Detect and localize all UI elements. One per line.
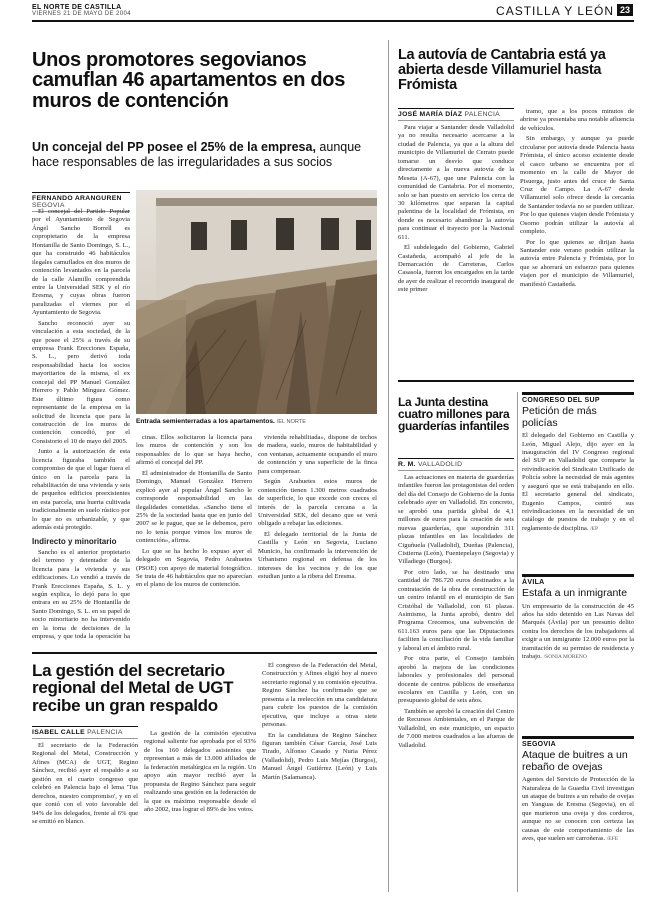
photo-credit: /EL NORTE: [276, 419, 306, 425]
autovia-paragraph: tramo, que a los pocos minutos de abrirse ya presentaba una notable afluencia de vehículos.: [520, 108, 634, 132]
ugt-column-1: [32, 742, 138, 892]
publication-date: VIERNES 21 DE MAYO DE 2004: [32, 11, 131, 17]
lead-paragraph: cinas. Ellos solicitaron la licencia para los muros de contención y son los responsables de lo que se haya hecho, afirmó el concejal del PP.: [136, 434, 252, 467]
main-column-divider: [388, 40, 389, 892]
ugt-top-rule: [32, 652, 377, 654]
ugt-headline: La gestión del secretario regional del Metal de UGT recibe un gran respaldo: [32, 661, 234, 715]
lead-subhead: [32, 140, 377, 170]
publication-name: EL NORTE DE CASTILLA: [32, 4, 122, 11]
guarderias-author: R. M.: [398, 461, 416, 468]
lead-subhead-bold: Un concejal del PP posee el 25% de la empresa,: [32, 140, 316, 154]
lead-paragraph: El administrador de Hontanilla de Santo Domingo, Manuel González Herrero explicó ayer al popular Ángel Sancho le corresponde responsabilidad en las ilegalidades cometidas. «Sancho tiene el 25% de la sociedad hasta que en junio del 2007 se le pague, que se le debemos, pero no lo tenía porque vimos los muros de contención», afirma.: [136, 469, 252, 545]
page-number: 23: [617, 4, 633, 16]
ugt-byline: [32, 726, 138, 739]
ugt-paragraph: En la candidatura de Regino Sánchez figuran también César García, José Luis Tirado, Alfonso Casado y Nuria Pérez (Valladolid), Pedro Luis Mejías (Burgos), Manuel Ángel Gutiérrez (León) y Luis Martín (Salamanca).: [262, 731, 377, 781]
guarderias-column: [398, 474, 514, 892]
autovia-paragraph: Por lo que quienes se dirijan hasta Santander este verano podrán utilizar la autovía entre Palencia y Frómista, por lo que se ahorrará un esfuerzo para quienes viajen por el municipio de Villamuriel, manifestó Castañeda.: [520, 238, 634, 288]
masthead: [32, 4, 302, 17]
brief-text: Un empresario de la construcción de 45 años ha sido detenido en Las Navas del Marqués (Ávila) por un presunto delito contra los derechos de los trabajadores al exigir a un inmigrante 12.000 euros por la tramitación de su permiso de residencia y trabajo. /SONIA MORENO: [522, 602, 634, 661]
lead-paragraph: El concejal del Partido Popular por el Ayuntamiento de Segovia Ángel Sancho Borrell es copropietario de la empresa Hontanilla de Santo Domingo, S. L., que ha construido 46 habitáculos ilegales camuflados en dos muros de contención levantados en la parcela de la calle Alamillo comprendida entre la Universidad SEK y el río Eresma, y cuyas obras fueron paralizadas el viernes por el Ayuntamiento de Segovia.: [32, 208, 130, 317]
building-photo-illustration: [136, 190, 377, 414]
lead-paragraph: Según Arahuetes estos muros de contención tienen 1.300 metros cuadrados de superficie, lo que excede con creces el interés de la parcela cercana a la Universidad SEK, del decano que se verá obligado a rebajar las ediciones.: [258, 478, 377, 528]
guarderias-location: VALLADOLID: [417, 461, 463, 468]
guarderias-paragraph: Por otra parte, el Consejo también aprobó la mejora de las condiciones laborales y profesionales del personal docente de centros públicos de enseñanza escolares en Castilla y León, con un presupuesto global de seis años.: [398, 655, 514, 705]
header-rule: [32, 20, 634, 22]
lead-location: SEGOVIA: [32, 202, 65, 209]
lead-photo: [136, 190, 377, 414]
autovia-author: JOSÉ MARÍA DÍAZ: [398, 111, 463, 118]
brief-tag: ÁVILA: [522, 579, 545, 586]
ugt-column-3: [262, 662, 377, 892]
brief-credit: /SONIA MORENO: [543, 654, 587, 661]
lead-paragraph: Sancho reconoció ayer su vinculación a esta sociedad, de la que posee el 25% a través de su empresa Frank Erecciones España, S. L., pero derivó toda responsabilidad hacia los socios mayoritarios de la misma, el ex concejal del PP Manuel González Herrero y Pablo Mínguez Gómez. Este último figura como representante de la empresa en la solicitud de licencia que para la construcción de los muros de contención concedió, por el Consistorio el 10 de mayo del 2005.: [32, 319, 130, 445]
brief-sup: [522, 392, 634, 560]
lead-paragraph: El delegado territorial de la Junta de Castilla y León en Segovia, Luciano Municio, ha confirmado la intervención de Urbanismo regional en defensa de los intereses de los vecinos y de los que estudian junto a la ribera del Eresma.: [258, 530, 377, 580]
brief-tag: SEGOVIA: [522, 741, 556, 748]
lead-column-2: [136, 434, 252, 644]
autovia-byline: [398, 108, 514, 121]
brief-credit: /EP: [590, 525, 599, 532]
autovia-headline: La autovía de Cantabria está ya abierta desde Villamuriel hasta Frómista: [398, 47, 606, 93]
guarderias-byline: [398, 458, 514, 471]
guarderias-paragraph: Las actuaciones en materia de guarderías infantiles fueron las protagonistas del orden del día del Consejo de Gobierno de la Junta celebrado ayer en Valladolid. En concreto, se aprobó una partida global de 4,1 millones de euros para la creación de seis nuevas guarderías, que supondrán 311 plazas infantiles en las localidades de Ciguñuela (Valladolid), Dueñas (Palencia), Cistierna (León), Fuentepelayo (Segovia) y Villadiego (Burgos).: [398, 474, 514, 566]
autovia-paragraph: Para viajar a Santander desde Valladolid ya no resulta necesario acercarse a la ciudad de Palencia, ya que a la altura del municipio de Villamuriel de Cerrato puede tomarse un desvío que conduce directamente a la nueva autovía de la Meseta (A-67), que une Palencia con la comunidad de Cantabria. Por el momento, solo se han puesto en servicio los cerca de 30 kilómetros que separan la capital palentina de la localidad de Frómista, en donde es necesario abandonar la autovía para continuar el trayecto por la Nacional 611.: [398, 124, 514, 241]
ugt-location: PALENCIA: [87, 729, 123, 736]
lead-author: FERNANDO ARANGUREN: [32, 195, 122, 202]
lead-column-3: [258, 434, 377, 644]
brief-credit: /EFE: [606, 836, 619, 843]
autovia-column-1: [398, 124, 514, 374]
lead-intertitle: Indirecto y minoritario: [32, 536, 117, 546]
lead-paragraph: vivienda rehabilitada», dispone de techos de madera, suelo, muros de habitabilidad y con ventanas, actuamente ocupando el muro de contención y una superficie de la finca para compensar.: [258, 434, 377, 475]
lead-column-1: [32, 208, 130, 640]
section-name: CASTILLA Y LEÓN: [496, 4, 614, 18]
lead-paragraph: Lo que se ha hecho lo expuso ayer el delegado en Segovia, Pedro Arahuetes (PSOE) con apoyo de material fotográfico. Se trata de 46 habitáculos que no aparecían en el plano de los muros de contención.: [136, 547, 252, 589]
photo-caption-text: Entrada semienterradas a los apartamentos.: [136, 418, 275, 425]
brief-title: Petición de más policías: [522, 405, 597, 429]
autovia-column-2: [520, 108, 634, 374]
brief-title: Estafa a un inmigrante: [522, 587, 628, 599]
lead-subhead-rest: aunque hace responsables de las irregularidades a sus socios: [32, 140, 362, 169]
lead-paragraph: Sancho es el anterior propietario del terreno y detentador de la licencia para la vivienda y sus edificaciones. Lo vendió a través de Frank Erecciones España, S. L. y según explica, lo dejó para lo que entrara en su 25% de Hontanilla de Santo Domingo, S. L. en su papel de socio minoritario no ha intervenido en la toma de decisiones de la empresa, y que toda la operación ha: [32, 548, 130, 640]
ugt-author: ISABEL CALLE: [32, 729, 85, 736]
ugt-paragraph: El secretario de la Federación Regional del Metal, Construcción y Afines (MCA) de UGT, Regino Sánchez, recibió ayer el respaldo a su gestión en el cuarto congreso que celebró en Palencia bajo el lema 'Tus derechos, nuestro compromiso', y en el que contó con el voto favorable del 94% de los delegados, frente al 6% que se emitió en blanco.: [32, 742, 138, 825]
autovia-location: PALENCIA: [464, 111, 501, 118]
ugt-paragraph: La gestión de la comisión ejecutiva regional saliente fue aprobada por el 93% de los 160 delegados asistentes que representan a más de 13.000 afiliados de la federación metalúrgica en la región. Un apoyo aún mayor recibió ayer la propuesta de Regino Sánchez para seguir realizando una gestión en la federación de la que es máximo responsable desde el año 2002, tras lograr el 89% de los votos.: [144, 730, 256, 813]
brief-avila: [522, 574, 634, 692]
brief-segovia: [522, 736, 634, 892]
autovia-bottom-rule: [398, 380, 634, 382]
lead-headline: Unos promotores segovianos camuflan 46 apartamentos en dos muros de contención: [32, 49, 346, 112]
autovia-paragraph: El subdelegado del Gobierno, Gabriel Castañeda, acompañó al jefe de la Demarcación de Carreteras, Carlos Casasola, fueron los encargados en la tarde de ayer de realizar el recorrido inaugural de este primer: [398, 244, 514, 294]
brief-text: El delegado del Gobierno en Castilla y León, Miguel Alejo, dijo ayer en la inauguración del IV Congreso regional del SUP en Valladolid que comparte la reivindicación del Sindicato Unificado de Policía sobre la necesidad de más agentes y aseguró que se está trabajando en ello. El secretario general del sindicato, Eugenio Campos, centró sus reivindicaciones en la necesidad de un catálogo de puestos de trabajo y en el reglamento de disciplina. /EP: [522, 432, 634, 532]
lead-paragraph: Junto a la autorización de esta licencia figuraba también el compromiso de que el lugar fuera el único en la parcela para la rehabilitación de una vivienda y seis de pequeños edificios preexistentes en esta parcela, una huerta cultivada tradicionalmente en suelo rústico por lo que no es urbanizable, y que además está protegido.: [32, 448, 130, 532]
guarderias-headline: La Junta destina cuatro millones para guarderías infantiles: [398, 395, 510, 434]
autovia-paragraph: Sin embargo, y aunque ya puede circularse por autovía desde Palencia hasta Frómista, el único acceso existente desde el casco urbano se encuentra por el momento en la calle de Mayor de Pisuerga, justo antes del cruce de Santa Cruz de Campo. La A-67 desde Villamuriel solo ofrece desde la cercanía de Santander todavía no se pueden utilizar. Por lo que quienes viajen desde Frómista y Osorno podrán utilizar la autovía al completo.: [520, 135, 634, 236]
sidebar-divider: [517, 392, 518, 892]
photo-caption: [136, 418, 377, 425]
brief-tag: CONGRESO DEL SUP: [522, 397, 600, 404]
brief-title: Ataque de buitres a un rebaño de ovejas: [522, 749, 628, 773]
guarderias-paragraph: También se aprobó la creación del Centro de Recursos Ambientales, en el Parque de Valladolid, en este municipio, un espacio de 7.000 metros cuadrados a las afueras de Valladolid.: [398, 707, 514, 749]
ugt-paragraph: El congreso de la Federación del Metal, Construcción y Afines eligió hoy al nuevo secretario regional y su comisión ejecutiva. Regino Sánchez ha confirmado que se presenta a la reelección en una candidatura para cubrir los puestos de la comisión ejecutiva, que incluye a otras siete personas.: [262, 662, 377, 729]
brief-text: Agentes del Servicio de Protección de la Naturaleza de la Guardia Civil investigan un ataque de buitres a un rebaño de ovejas en Yanguas de Eresma (Segovia), en el que murieron una oveja y dos corderos, aunque no se conocen con certeza las causas de este comportamiento de las aves, que suelen ser carroñeras. /EFE: [522, 776, 634, 843]
ugt-column-2: [144, 730, 256, 892]
guarderias-paragraph: Por otro lado, se ha destinado una cantidad de 786.720 euros destinados a la contratación de la obra de construcción de un centro infantil en el municipio de San Cristóbal de Valladolid, con 61 plazas. Asimismo, la Junta aprobó, dentro del Programa Crecemos, una subvención de 611.163 euros para que las Diputaciones faciliten la conciliación de la vida familiar y laboral en el ámbito rural.: [398, 568, 514, 652]
